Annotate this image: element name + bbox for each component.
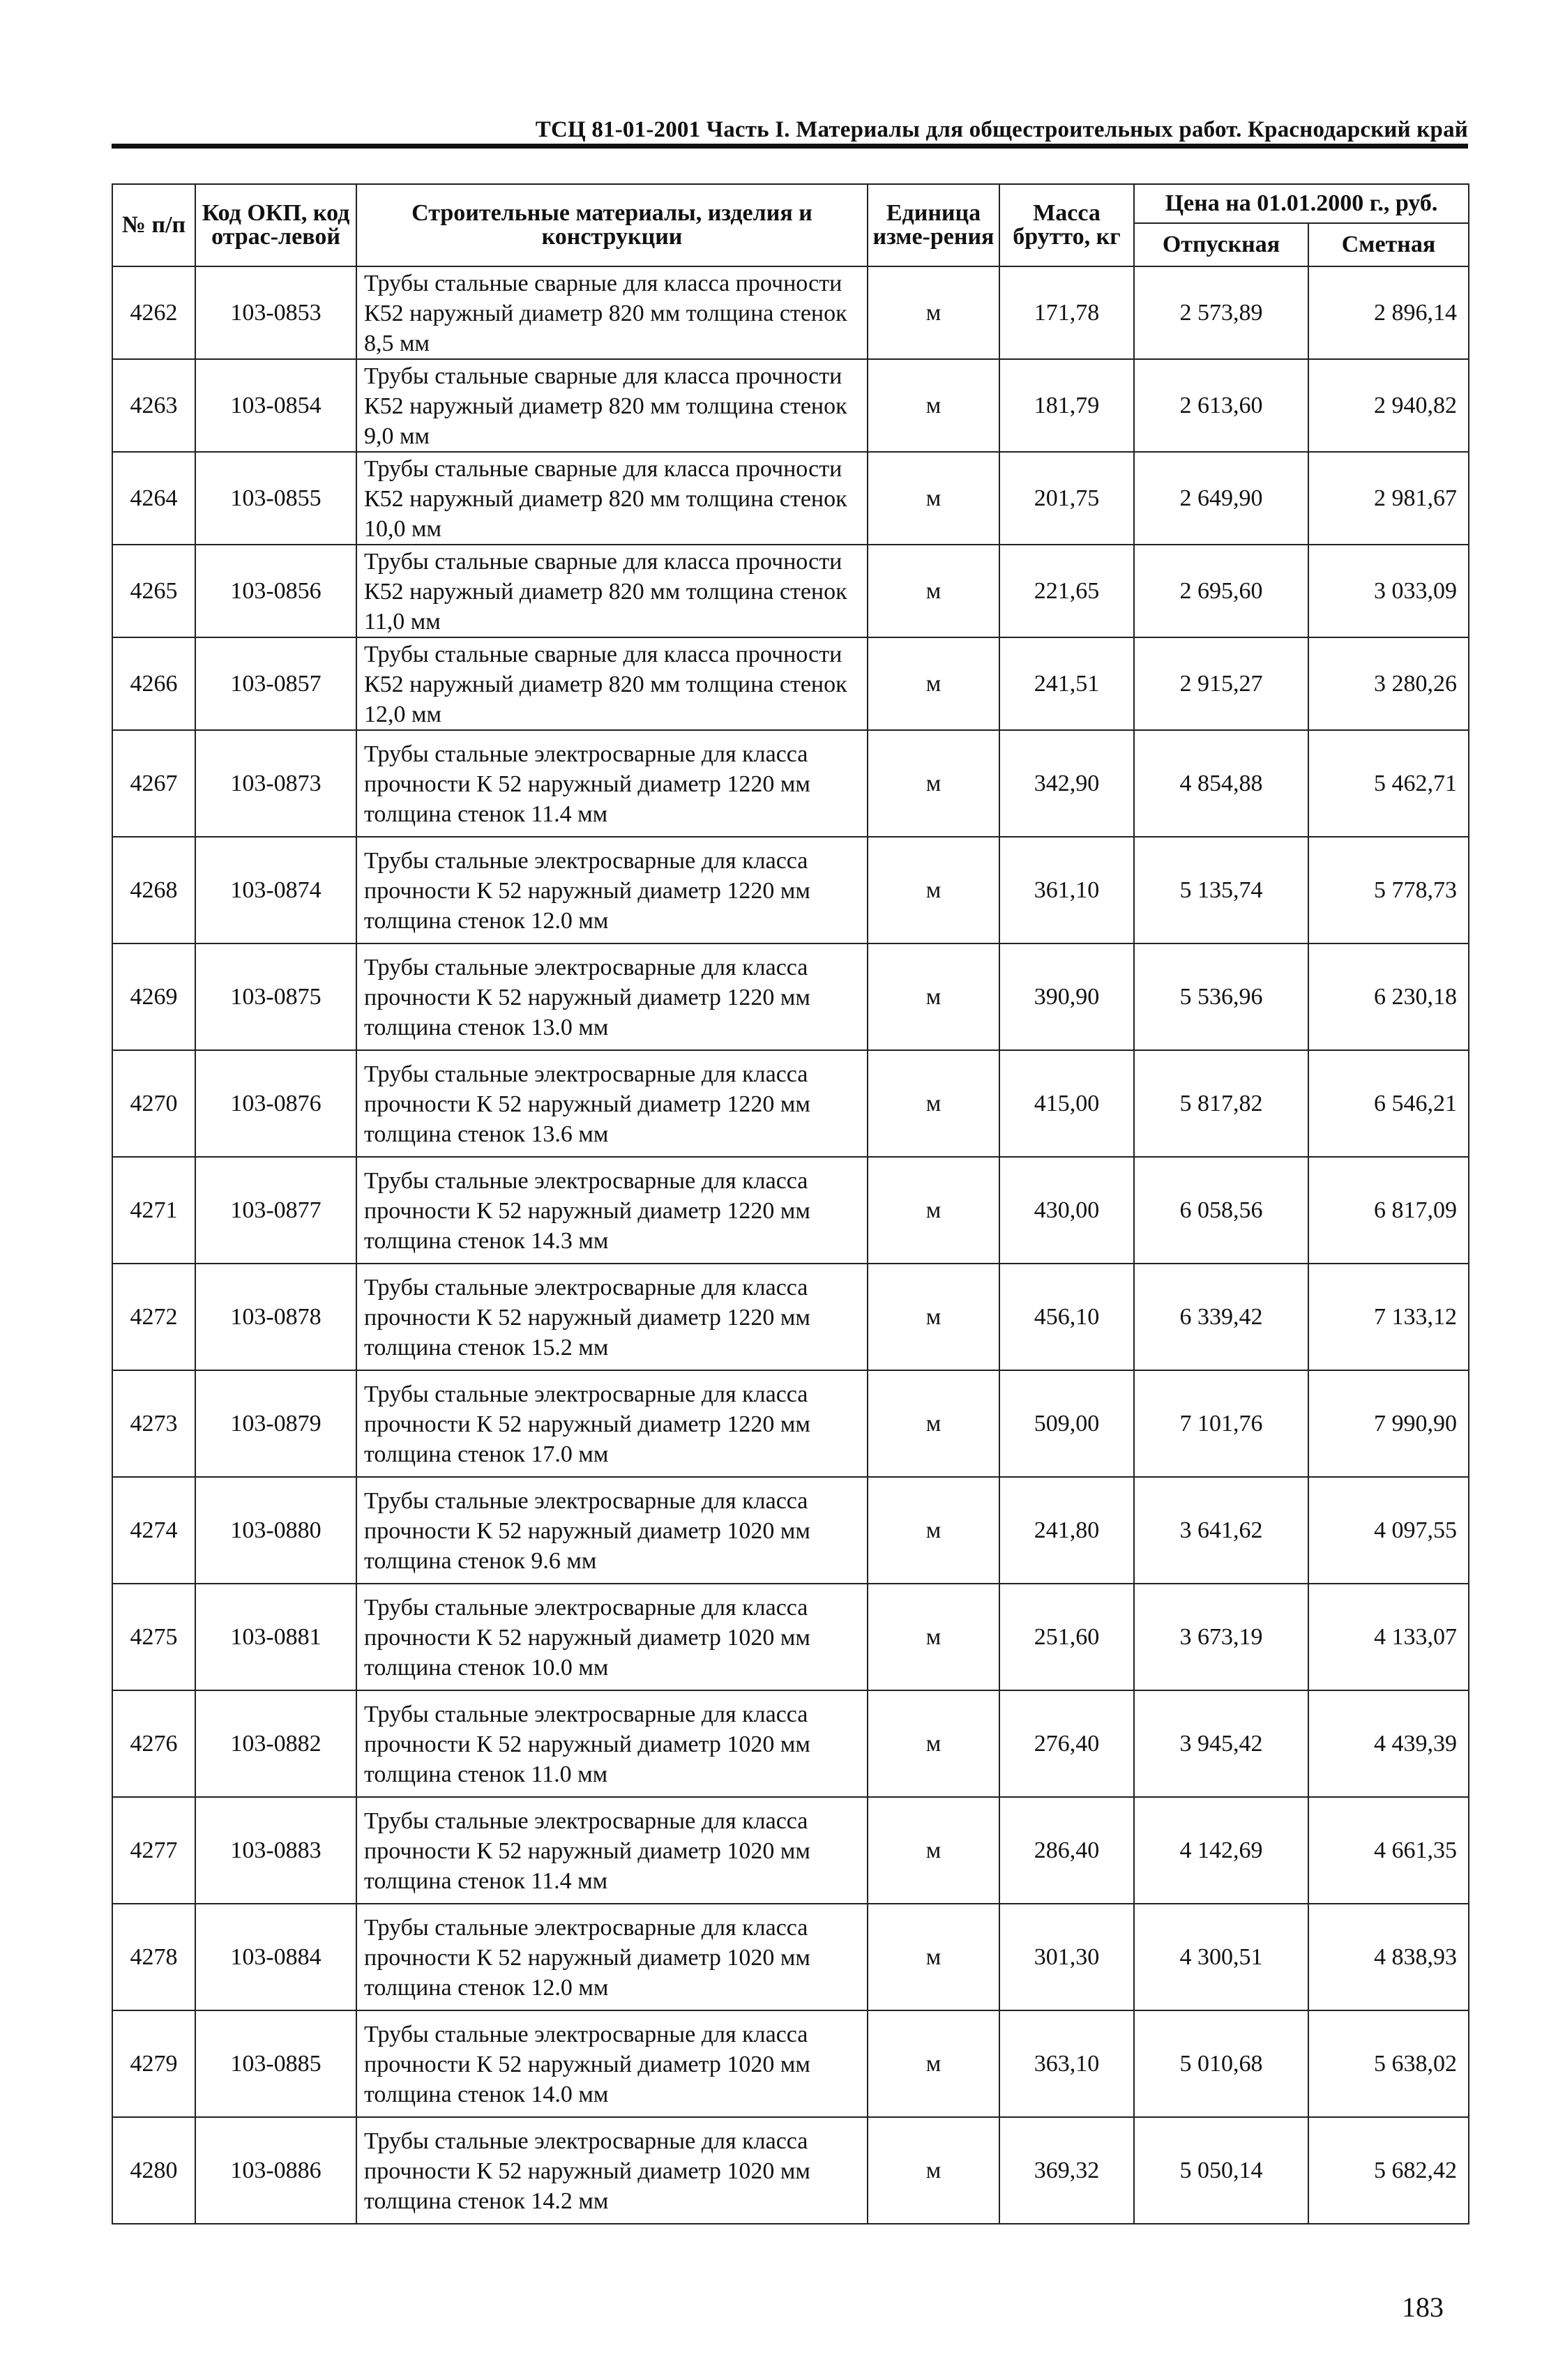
row-estimate-price: 4 097,55 [1308, 1477, 1469, 1584]
row-estimate-price: 6 546,21 [1308, 1050, 1469, 1157]
table-row [112, 1370, 1469, 1477]
row-unit: м [868, 1690, 999, 1797]
row-code: 103-0853 [195, 266, 356, 359]
row-estimate-price: 5 778,73 [1308, 837, 1469, 943]
row-description: Трубы стальные электросварные для класса прочности К 52 наружный диаметр 1220 мм толщина стенок 11.4 мм [356, 730, 868, 837]
row-unit: м [868, 2010, 999, 2117]
row-number: 4278 [112, 1904, 195, 2010]
row-estimate-price: 7 990,90 [1308, 1370, 1469, 1477]
row-mass: 361,10 [999, 837, 1134, 943]
table-row [112, 1690, 1469, 1797]
row-mass: 241,80 [999, 1477, 1134, 1584]
table-row [112, 637, 1469, 730]
row-mass: 369,32 [999, 2117, 1134, 2224]
row-description: Трубы стальные электросварные для класса прочности К 52 наружный диаметр 1220 мм толщина стенок 13.6 мм [356, 1050, 868, 1157]
row-number: 4271 [112, 1157, 195, 1264]
row-release-price: 2 573,89 [1134, 266, 1308, 359]
row-code: 103-0857 [195, 637, 356, 730]
row-estimate-price: 5 638,02 [1308, 2010, 1469, 2117]
row-estimate-price: 4 133,07 [1308, 1584, 1469, 1690]
row-estimate-price: 4 661,35 [1308, 1797, 1469, 1904]
row-release-price: 5 050,14 [1134, 2117, 1308, 2224]
row-description: Трубы стальные электросварные для класса прочности К 52 наружный диаметр 1220 мм толщина стенок 15.2 мм [356, 1264, 868, 1370]
price-table [112, 183, 1469, 2224]
row-unit: м [868, 943, 999, 1050]
row-code: 103-0881 [195, 1584, 356, 1690]
table-row [112, 2117, 1469, 2224]
row-release-price: 4 300,51 [1134, 1904, 1308, 2010]
row-estimate-price: 2 896,14 [1308, 266, 1469, 359]
row-unit: м [868, 1797, 999, 1904]
row-description: Трубы стальные сварные для класса прочности К52 наружный диаметр 820 мм толщина стенок 10,0 мм [356, 452, 868, 545]
row-description: Трубы стальные электросварные для класса прочности К 52 наружный диаметр 1020 мм толщина стенок 14.2 мм [356, 2117, 868, 2224]
row-number: 4274 [112, 1477, 195, 1584]
table-row [112, 2010, 1469, 2117]
row-description: Трубы стальные электросварные для класса прочности К 52 наружный диаметр 1220 мм толщина стенок 13.0 мм [356, 943, 868, 1050]
row-number: 4268 [112, 837, 195, 943]
row-mass: 456,10 [999, 1264, 1134, 1370]
row-release-price: 6 339,42 [1134, 1264, 1308, 1370]
row-code: 103-0879 [195, 1370, 356, 1477]
row-code: 103-0877 [195, 1157, 356, 1264]
row-release-price: 5 536,96 [1134, 943, 1308, 1050]
row-mass: 301,30 [999, 1904, 1134, 2010]
row-unit: м [868, 1157, 999, 1264]
row-number: 4277 [112, 1797, 195, 1904]
row-mass: 241,51 [999, 637, 1134, 730]
row-code: 103-0873 [195, 730, 356, 837]
row-number: 4263 [112, 359, 195, 452]
row-mass: 171,78 [999, 266, 1134, 359]
row-estimate-price: 6 230,18 [1308, 943, 1469, 1050]
table-row [112, 359, 1469, 452]
row-mass: 363,10 [999, 2010, 1134, 2117]
row-release-price: 5 135,74 [1134, 837, 1308, 943]
table-row [112, 1797, 1469, 1904]
row-release-price: 4 854,88 [1134, 730, 1308, 837]
row-number: 4267 [112, 730, 195, 837]
column-header-release-price: Отпускная [1134, 223, 1308, 266]
row-mass: 221,65 [999, 545, 1134, 637]
row-description: Трубы стальные сварные для класса прочности К52 наружный диаметр 820 мм толщина стенок 11,0 мм [356, 545, 868, 637]
row-release-price: 6 058,56 [1134, 1157, 1308, 1264]
row-code: 103-0876 [195, 1050, 356, 1157]
row-description: Трубы стальные электросварные для класса прочности К 52 наружный диаметр 1220 мм толщина стенок 14.3 мм [356, 1157, 868, 1264]
row-code: 103-0880 [195, 1477, 356, 1584]
row-estimate-price: 4 439,39 [1308, 1690, 1469, 1797]
row-mass: 276,40 [999, 1690, 1134, 1797]
row-unit: м [868, 1370, 999, 1477]
row-code: 103-0875 [195, 943, 356, 1050]
table-row [112, 730, 1469, 837]
row-mass: 251,60 [999, 1584, 1134, 1690]
row-code: 103-0882 [195, 1690, 356, 1797]
row-code: 103-0854 [195, 359, 356, 452]
column-header-price-group: Цена на 01.01.2000 г., руб. [1134, 184, 1469, 223]
row-estimate-price: 3 280,26 [1308, 637, 1469, 730]
row-estimate-price: 2 940,82 [1308, 359, 1469, 452]
row-description: Трубы стальные сварные для класса прочности К52 наружный диаметр 820 мм толщина стенок 8,5 мм [356, 266, 868, 359]
table-row [112, 1050, 1469, 1157]
row-number: 4269 [112, 943, 195, 1050]
row-number: 4270 [112, 1050, 195, 1157]
row-mass: 509,00 [999, 1370, 1134, 1477]
column-header-number: № п/п [112, 184, 195, 266]
row-code: 103-0883 [195, 1797, 356, 1904]
row-code: 103-0878 [195, 1264, 356, 1370]
row-code: 103-0856 [195, 545, 356, 637]
column-header-material: Строительные материалы, изделия и конструкции [356, 184, 868, 266]
row-unit: м [868, 2117, 999, 2224]
row-estimate-price: 3 033,09 [1308, 545, 1469, 637]
row-number: 4264 [112, 452, 195, 545]
row-release-price: 3 641,62 [1134, 1477, 1308, 1584]
row-unit: м [868, 266, 999, 359]
row-description: Трубы стальные сварные для класса прочности К52 наружный диаметр 820 мм толщина стенок 12,0 мм [356, 637, 868, 730]
row-unit: м [868, 837, 999, 943]
row-number: 4266 [112, 637, 195, 730]
row-mass: 201,75 [999, 452, 1134, 545]
table-row [112, 1157, 1469, 1264]
row-unit: м [868, 1264, 999, 1370]
row-description: Трубы стальные электросварные для класса прочности К 52 наружный диаметр 1020 мм толщина стенок 10.0 мм [356, 1584, 868, 1690]
row-unit: м [868, 1904, 999, 2010]
row-release-price: 3 673,19 [1134, 1584, 1308, 1690]
row-estimate-price: 2 981,67 [1308, 452, 1469, 545]
row-release-price: 4 142,69 [1134, 1797, 1308, 1904]
row-unit: м [868, 1477, 999, 1584]
row-estimate-price: 7 133,12 [1308, 1264, 1469, 1370]
row-description: Трубы стальные электросварные для класса прочности К 52 наружный диаметр 1220 мм толщина стенок 17.0 мм [356, 1370, 868, 1477]
row-code: 103-0886 [195, 2117, 356, 2224]
table-row [112, 943, 1469, 1050]
table-row [112, 1584, 1469, 1690]
row-release-price: 2 915,27 [1134, 637, 1308, 730]
row-mass: 415,00 [999, 1050, 1134, 1157]
row-estimate-price: 4 838,93 [1308, 1904, 1469, 2010]
row-release-price: 2 649,90 [1134, 452, 1308, 545]
page-header: ТСЦ 81-01-2001 Часть I. Материалы для общестроительных работ. Краснодарский край [535, 117, 1468, 142]
row-unit: м [868, 730, 999, 837]
table-row [112, 1477, 1469, 1584]
row-unit: м [868, 1584, 999, 1690]
table-row [112, 545, 1469, 637]
row-number: 4262 [112, 266, 195, 359]
row-release-price: 2 613,60 [1134, 359, 1308, 452]
column-header-estimate-price: Сметная [1308, 223, 1469, 266]
row-code: 103-0874 [195, 837, 356, 943]
column-header-code: Код ОКП, код отрас-левой [195, 184, 356, 266]
row-mass: 430,00 [999, 1157, 1134, 1264]
row-unit: м [868, 637, 999, 730]
row-estimate-price: 5 462,71 [1308, 730, 1469, 837]
row-unit: м [868, 359, 999, 452]
row-release-price: 5 817,82 [1134, 1050, 1308, 1157]
row-unit: м [868, 1050, 999, 1157]
row-mass: 181,79 [999, 359, 1134, 452]
table-row [112, 1264, 1469, 1370]
row-code: 103-0884 [195, 1904, 356, 2010]
row-mass: 390,90 [999, 943, 1134, 1050]
row-unit: м [868, 452, 999, 545]
row-code: 103-0855 [195, 452, 356, 545]
row-description: Трубы стальные электросварные для класса прочности К 52 наружный диаметр 1020 мм толщина стенок 14.0 мм [356, 2010, 868, 2117]
row-release-price: 7 101,76 [1134, 1370, 1308, 1477]
table-row [112, 1904, 1469, 2010]
row-release-price: 3 945,42 [1134, 1690, 1308, 1797]
row-description: Трубы стальные электросварные для класса прочности К 52 наружный диаметр 1220 мм толщина стенок 12.0 мм [356, 837, 868, 943]
row-mass: 342,90 [999, 730, 1134, 837]
row-description: Трубы стальные электросварные для класса прочности К 52 наружный диаметр 1020 мм толщина стенок 11.4 мм [356, 1797, 868, 1904]
page-number: 183 [1402, 2291, 1444, 2323]
row-unit: м [868, 545, 999, 637]
row-number: 4280 [112, 2117, 195, 2224]
column-header-mass: Масса брутто, кг [999, 184, 1134, 266]
header-rule [112, 144, 1468, 149]
row-number: 4273 [112, 1370, 195, 1477]
table-row [112, 266, 1469, 359]
table-row [112, 452, 1469, 545]
row-code: 103-0885 [195, 2010, 356, 2117]
row-description: Трубы стальные электросварные для класса прочности К 52 наружный диаметр 1020 мм толщина стенок 9.6 мм [356, 1477, 868, 1584]
row-description: Трубы стальные электросварные для класса прочности К 52 наружный диаметр 1020 мм толщина стенок 12.0 мм [356, 1904, 868, 2010]
row-description: Трубы стальные электросварные для класса прочности К 52 наружный диаметр 1020 мм толщина стенок 11.0 мм [356, 1690, 868, 1797]
row-number: 4272 [112, 1264, 195, 1370]
row-release-price: 2 695,60 [1134, 545, 1308, 637]
row-description: Трубы стальные сварные для класса прочности К52 наружный диаметр 820 мм толщина стенок 9,0 мм [356, 359, 868, 452]
row-number: 4276 [112, 1690, 195, 1797]
row-release-price: 5 010,68 [1134, 2010, 1308, 2117]
row-mass: 286,40 [999, 1797, 1134, 1904]
column-header-unit: Единица изме-рения [868, 184, 999, 266]
row-number: 4279 [112, 2010, 195, 2117]
row-estimate-price: 6 817,09 [1308, 1157, 1469, 1264]
row-estimate-price: 5 682,42 [1308, 2117, 1469, 2224]
table-row [112, 837, 1469, 943]
row-number: 4265 [112, 545, 195, 637]
row-number: 4275 [112, 1584, 195, 1690]
